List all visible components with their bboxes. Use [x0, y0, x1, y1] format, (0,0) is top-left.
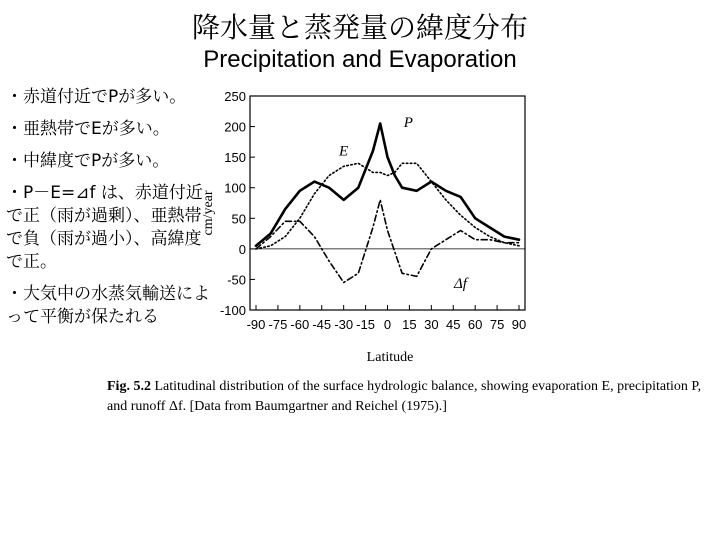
series-label: E: [338, 143, 349, 160]
bullet-item: ・中緯度でPが多い。: [6, 151, 170, 171]
x-tick-label: 90: [511, 317, 527, 332]
series-label: Δf: [453, 276, 467, 293]
bullet-item: ・大気中の水蒸気輸送によって平衡が保たれる: [6, 284, 210, 327]
y-tick-label: 0: [238, 241, 246, 257]
y-tick-label: 100: [224, 180, 246, 196]
figure-caption: [107, 377, 707, 417]
y-tick-label: -50: [227, 272, 246, 288]
y-tick-label: 50: [231, 211, 246, 227]
y-tick-label: 150: [224, 150, 246, 166]
x-tick-label: 0: [383, 317, 392, 332]
bullet-item: ・赤道付近でPが多い。: [6, 87, 187, 107]
y-tick-label: -100: [219, 303, 246, 318]
series-label: P: [403, 114, 413, 131]
x-tick-label: 45: [446, 317, 461, 332]
x-tick-label: -45: [312, 317, 332, 332]
y-tick-label: 250: [224, 89, 246, 104]
page-title-en: Precipitation and Evaporation: [203, 46, 517, 73]
bullet-item: ・亜熱帯でEが多い。: [6, 119, 170, 139]
x-tick-label: 30: [424, 317, 439, 332]
series-line-2: [256, 200, 519, 283]
series-line-1: [256, 163, 519, 249]
caption-text: Latitudinal distribution of the surface hydrologic balance, showing evaporation E, precipitation P, and runoff Δf. [Data from Baumgartner and Reichel (1975).]: [107, 379, 702, 414]
x-tick-label: -90: [246, 317, 266, 332]
page-title-jp: 降水量と蒸発量の緯度分布: [191, 11, 528, 44]
figure-number: Fig. 5.2: [107, 379, 151, 394]
y-tick-label: 200: [224, 119, 246, 135]
x-tick-label: -15: [356, 317, 375, 332]
x-axis-label: Latitude: [366, 350, 414, 365]
y-axis-label: cm/year: [201, 190, 216, 236]
x-tick-label: 15: [402, 317, 417, 332]
bullet-item: ・P－E=⊿f は、赤道付近で正（雨が過剰）、亜熱帯で負（雨が過小）、高緯度で正。: [6, 183, 203, 272]
x-tick-label: 60: [467, 317, 483, 332]
x-tick-label: -75: [268, 317, 288, 332]
x-tick-label: -60: [290, 317, 310, 332]
x-tick-label: -30: [334, 317, 354, 332]
x-tick-label: 75: [489, 317, 505, 332]
